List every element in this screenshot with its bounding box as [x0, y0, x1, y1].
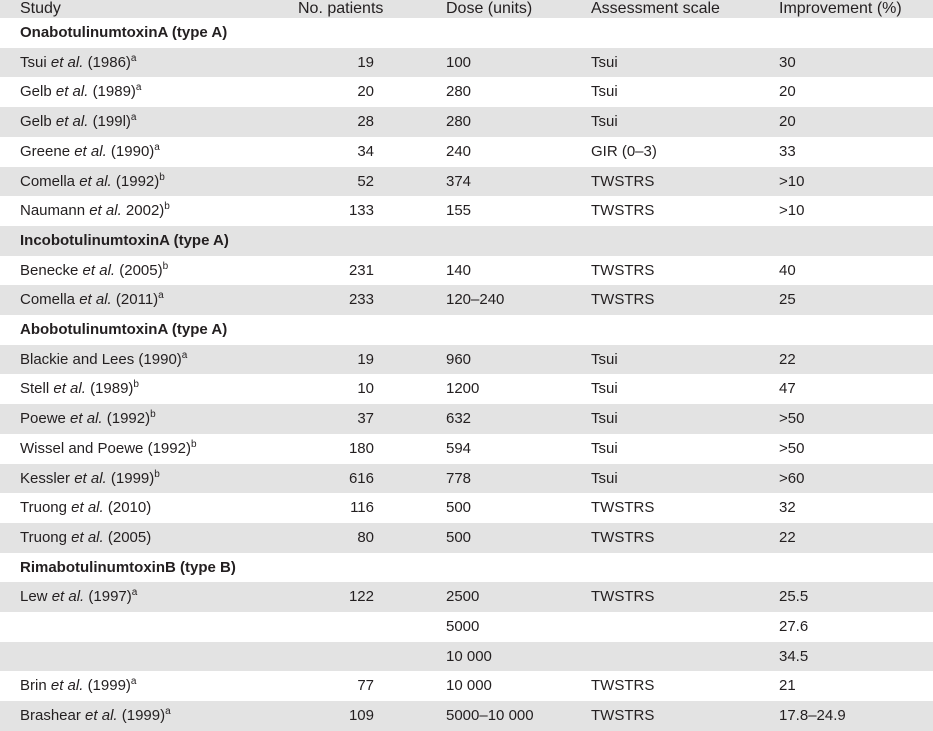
cell-scale: Tsui — [571, 374, 759, 404]
cell-improvement: >10 — [759, 196, 933, 226]
cell-dose: 374 — [426, 167, 571, 197]
study-year: (1989) — [90, 380, 134, 398]
study-year: (1999) — [87, 677, 131, 695]
cell-patients: 233 — [278, 285, 426, 315]
study-author: Blackie and Lees — [20, 350, 135, 368]
cell-patients: 180 — [278, 434, 426, 464]
cell-patients — [278, 642, 426, 672]
cell-study — [0, 196, 278, 226]
header-scale: Assessment scale — [571, 0, 759, 18]
study-etal: et al. — [71, 528, 104, 546]
table-row — [0, 107, 933, 137]
study-year: (199l) — [92, 113, 131, 131]
cell-study — [0, 167, 278, 197]
cell-study — [0, 374, 278, 404]
cell-patients: 10 — [278, 374, 426, 404]
cell-improvement: 30 — [759, 48, 933, 78]
study-author: Truong — [20, 528, 67, 546]
footnote-marker: a — [131, 587, 138, 599]
cell-patients: 77 — [278, 671, 426, 701]
cell-study — [0, 464, 278, 494]
table-row — [0, 701, 933, 731]
table-row — [0, 642, 933, 672]
cell-study — [0, 582, 278, 612]
section-title: RimabotulinumtoxinB (type B) — [0, 553, 933, 583]
table-row — [0, 523, 933, 553]
cell-study — [0, 493, 278, 523]
cell-dose: 594 — [426, 434, 571, 464]
cell-study — [0, 48, 278, 78]
study-year: (1986) — [87, 53, 131, 71]
cell-study — [0, 434, 278, 464]
study-etal: et al. — [51, 588, 85, 606]
study-author: Comella — [20, 172, 76, 190]
footnote-marker: a — [135, 82, 142, 94]
study-etal: et al. — [70, 410, 103, 428]
cell-scale: Tsui — [571, 404, 759, 434]
header-dose: Dose (units) — [426, 0, 571, 18]
cell-improvement: 20 — [759, 77, 933, 107]
study-year: (1990) — [110, 142, 155, 160]
table-row — [0, 167, 933, 197]
cell-improvement: 32 — [759, 493, 933, 523]
cell-study — [0, 701, 278, 731]
cell-scale: TWSTRS — [571, 167, 759, 197]
cell-scale: TWSTRS — [571, 493, 759, 523]
footnote-marker: b — [154, 468, 160, 480]
cell-study — [0, 523, 278, 553]
table-row — [0, 374, 933, 404]
study-etal: et al. — [50, 677, 84, 695]
study-etal: et al. — [85, 707, 118, 725]
table-row — [0, 493, 933, 523]
cell-study — [0, 404, 278, 434]
study-year: (2005) — [119, 261, 163, 279]
cell-patients: 80 — [278, 523, 426, 553]
study-year: (1992) — [115, 172, 160, 190]
cell-dose: 10 000 — [426, 642, 571, 672]
cell-scale: Tsui — [571, 464, 759, 494]
header-patients: No. patients — [278, 0, 426, 18]
cell-patients: 52 — [278, 167, 426, 197]
table-row — [0, 196, 933, 226]
study-etal: et al. — [74, 469, 107, 487]
study-etal: et al. — [55, 83, 89, 101]
header-study: Study — [0, 0, 278, 18]
study-author: Lew — [20, 588, 48, 606]
footnote-marker: a — [130, 676, 137, 688]
study-author: Poewe — [20, 410, 66, 428]
study-etal: et al. — [74, 142, 107, 160]
section-title: OnabotulinumtoxinA (type A) — [0, 18, 933, 48]
cell-study — [0, 671, 278, 701]
cell-dose: 240 — [426, 137, 571, 167]
cell-scale: TWSTRS — [571, 523, 759, 553]
section-title: IncobotulinumtoxinA (type A) — [0, 226, 933, 256]
table-row — [0, 345, 933, 375]
study-year: (2011) — [115, 291, 159, 309]
study-year: (1992) — [106, 410, 151, 428]
cell-scale — [571, 612, 759, 642]
study-author: Truong — [20, 499, 67, 517]
section-title: AbobotulinumtoxinA (type A) — [0, 315, 933, 345]
study-author: Brin — [20, 677, 47, 695]
section-row — [0, 18, 933, 48]
study-year: (2005) — [107, 528, 152, 546]
cell-dose: 100 — [426, 48, 571, 78]
cell-study — [0, 107, 278, 137]
footnote-marker: a — [165, 706, 171, 718]
cell-patients: 19 — [278, 345, 426, 375]
cell-patients: 19 — [278, 48, 426, 78]
table-row — [0, 434, 933, 464]
cell-study — [0, 77, 278, 107]
footnote-marker: a — [130, 112, 137, 124]
table-row — [0, 285, 933, 315]
study-etal: et al. — [71, 499, 104, 517]
cell-patients: 109 — [278, 701, 426, 731]
table-row — [0, 48, 933, 78]
table-row — [0, 404, 933, 434]
cell-scale: TWSTRS — [571, 256, 759, 286]
study-etal: et al. — [50, 53, 84, 71]
cell-study — [0, 285, 278, 315]
cell-improvement: 34.5 — [759, 642, 933, 672]
cell-patients: 116 — [278, 493, 426, 523]
cell-improvement: >50 — [759, 404, 933, 434]
cell-dose: 500 — [426, 493, 571, 523]
cell-patients: 133 — [278, 196, 426, 226]
cell-patients: 34 — [278, 137, 426, 167]
study-etal: et al. — [55, 113, 89, 131]
section-row — [0, 553, 933, 583]
study-year: (1992) — [147, 439, 191, 457]
study-author: Gelb — [20, 83, 52, 101]
cell-improvement: 21 — [759, 671, 933, 701]
footnote-marker: b — [159, 171, 165, 183]
cell-improvement: 25 — [759, 285, 933, 315]
table-row — [0, 671, 933, 701]
cell-dose: 1200 — [426, 374, 571, 404]
cell-scale: TWSTRS — [571, 285, 759, 315]
footnote-marker: b — [133, 379, 139, 391]
cell-patients: 37 — [278, 404, 426, 434]
study-author: Wissel and Poewe — [20, 439, 144, 457]
study-author: Brashear — [20, 707, 81, 725]
cell-dose: 280 — [426, 77, 571, 107]
cell-patients: 28 — [278, 107, 426, 137]
cell-patients: 20 — [278, 77, 426, 107]
cell-patients: 122 — [278, 582, 426, 612]
study-year: (1990) — [138, 350, 182, 368]
cell-improvement: 47 — [759, 374, 933, 404]
table-row — [0, 137, 933, 167]
study-etal: et al. — [79, 172, 112, 190]
cell-dose: 280 — [426, 107, 571, 137]
study-year: (2010) — [107, 499, 152, 517]
footnote-marker: a — [154, 141, 160, 153]
cell-improvement: >50 — [759, 434, 933, 464]
study-year: (1999) — [110, 469, 155, 487]
cell-study — [0, 137, 278, 167]
table-row — [0, 77, 933, 107]
cell-scale: Tsui — [571, 345, 759, 375]
study-author: Gelb — [20, 113, 52, 131]
cell-dose: 5000 — [426, 612, 571, 642]
cell-patients — [278, 612, 426, 642]
footnote-marker: b — [190, 438, 197, 450]
cell-scale: Tsui — [571, 48, 759, 78]
study-author: Greene — [20, 142, 71, 160]
header-improvement: Improvement (%) — [759, 0, 933, 18]
cell-dose: 120–240 — [426, 285, 571, 315]
cell-improvement: 17.8–24.9 — [759, 701, 933, 731]
section-row — [0, 315, 933, 345]
cell-improvement: 25.5 — [759, 582, 933, 612]
footnote-marker: a — [130, 52, 137, 64]
cell-dose: 140 — [426, 256, 571, 286]
section-row — [0, 226, 933, 256]
cell-improvement: 20 — [759, 107, 933, 137]
study-author: Benecke — [20, 261, 79, 279]
header-row — [0, 0, 933, 18]
footnote-marker: b — [164, 201, 170, 213]
cell-patients: 616 — [278, 464, 426, 494]
cell-dose: 5000–10 000 — [426, 701, 571, 731]
table-row — [0, 582, 933, 612]
study-etal: et al. — [82, 261, 116, 279]
study-year: (1999) — [121, 707, 166, 725]
cell-scale — [571, 642, 759, 672]
footnote-marker: b — [150, 409, 156, 421]
study-author: Comella — [20, 291, 76, 309]
cell-dose: 960 — [426, 345, 571, 375]
cell-study — [0, 256, 278, 286]
cell-scale: TWSTRS — [571, 701, 759, 731]
cell-improvement: 22 — [759, 345, 933, 375]
cell-dose: 155 — [426, 196, 571, 226]
cell-scale: TWSTRS — [571, 671, 759, 701]
cell-dose: 632 — [426, 404, 571, 434]
study-year: (1997) — [88, 588, 132, 606]
cell-improvement: 27.6 — [759, 612, 933, 642]
study-author: Naumann — [20, 202, 86, 220]
footnote-marker: b — [162, 260, 169, 272]
cell-scale: Tsui — [571, 434, 759, 464]
cell-dose: 500 — [426, 523, 571, 553]
cell-study — [0, 345, 278, 375]
study-etal: et al. — [53, 380, 86, 398]
cell-dose: 2500 — [426, 582, 571, 612]
cell-study — [0, 642, 278, 672]
study-year: 2002) — [125, 202, 165, 220]
cell-scale: TWSTRS — [571, 196, 759, 226]
cell-scale: TWSTRS — [571, 582, 759, 612]
study-etal: et al. — [89, 202, 122, 220]
cell-dose: 10 000 — [426, 671, 571, 701]
cell-patients: 231 — [278, 256, 426, 286]
cell-improvement: >10 — [759, 167, 933, 197]
study-etal: et al. — [79, 291, 112, 309]
cell-scale: Tsui — [571, 107, 759, 137]
table-row — [0, 612, 933, 642]
cell-dose: 778 — [426, 464, 571, 494]
table-row — [0, 256, 933, 286]
cell-improvement: >60 — [759, 464, 933, 494]
study-author: Kessler — [20, 469, 71, 487]
study-year: (1989) — [92, 83, 136, 101]
footnote-marker: a — [181, 349, 188, 361]
table-header — [0, 0, 933, 18]
footnote-marker: a — [158, 290, 164, 302]
cell-study — [0, 612, 278, 642]
table-row — [0, 464, 933, 494]
cell-scale: Tsui — [571, 77, 759, 107]
cell-improvement: 33 — [759, 137, 933, 167]
table-body — [0, 18, 933, 731]
cell-improvement: 22 — [759, 523, 933, 553]
cell-scale: GIR (0–3) — [571, 137, 759, 167]
study-author: Tsui — [20, 53, 47, 71]
cell-improvement: 40 — [759, 256, 933, 286]
study-author: Stell — [20, 380, 50, 398]
